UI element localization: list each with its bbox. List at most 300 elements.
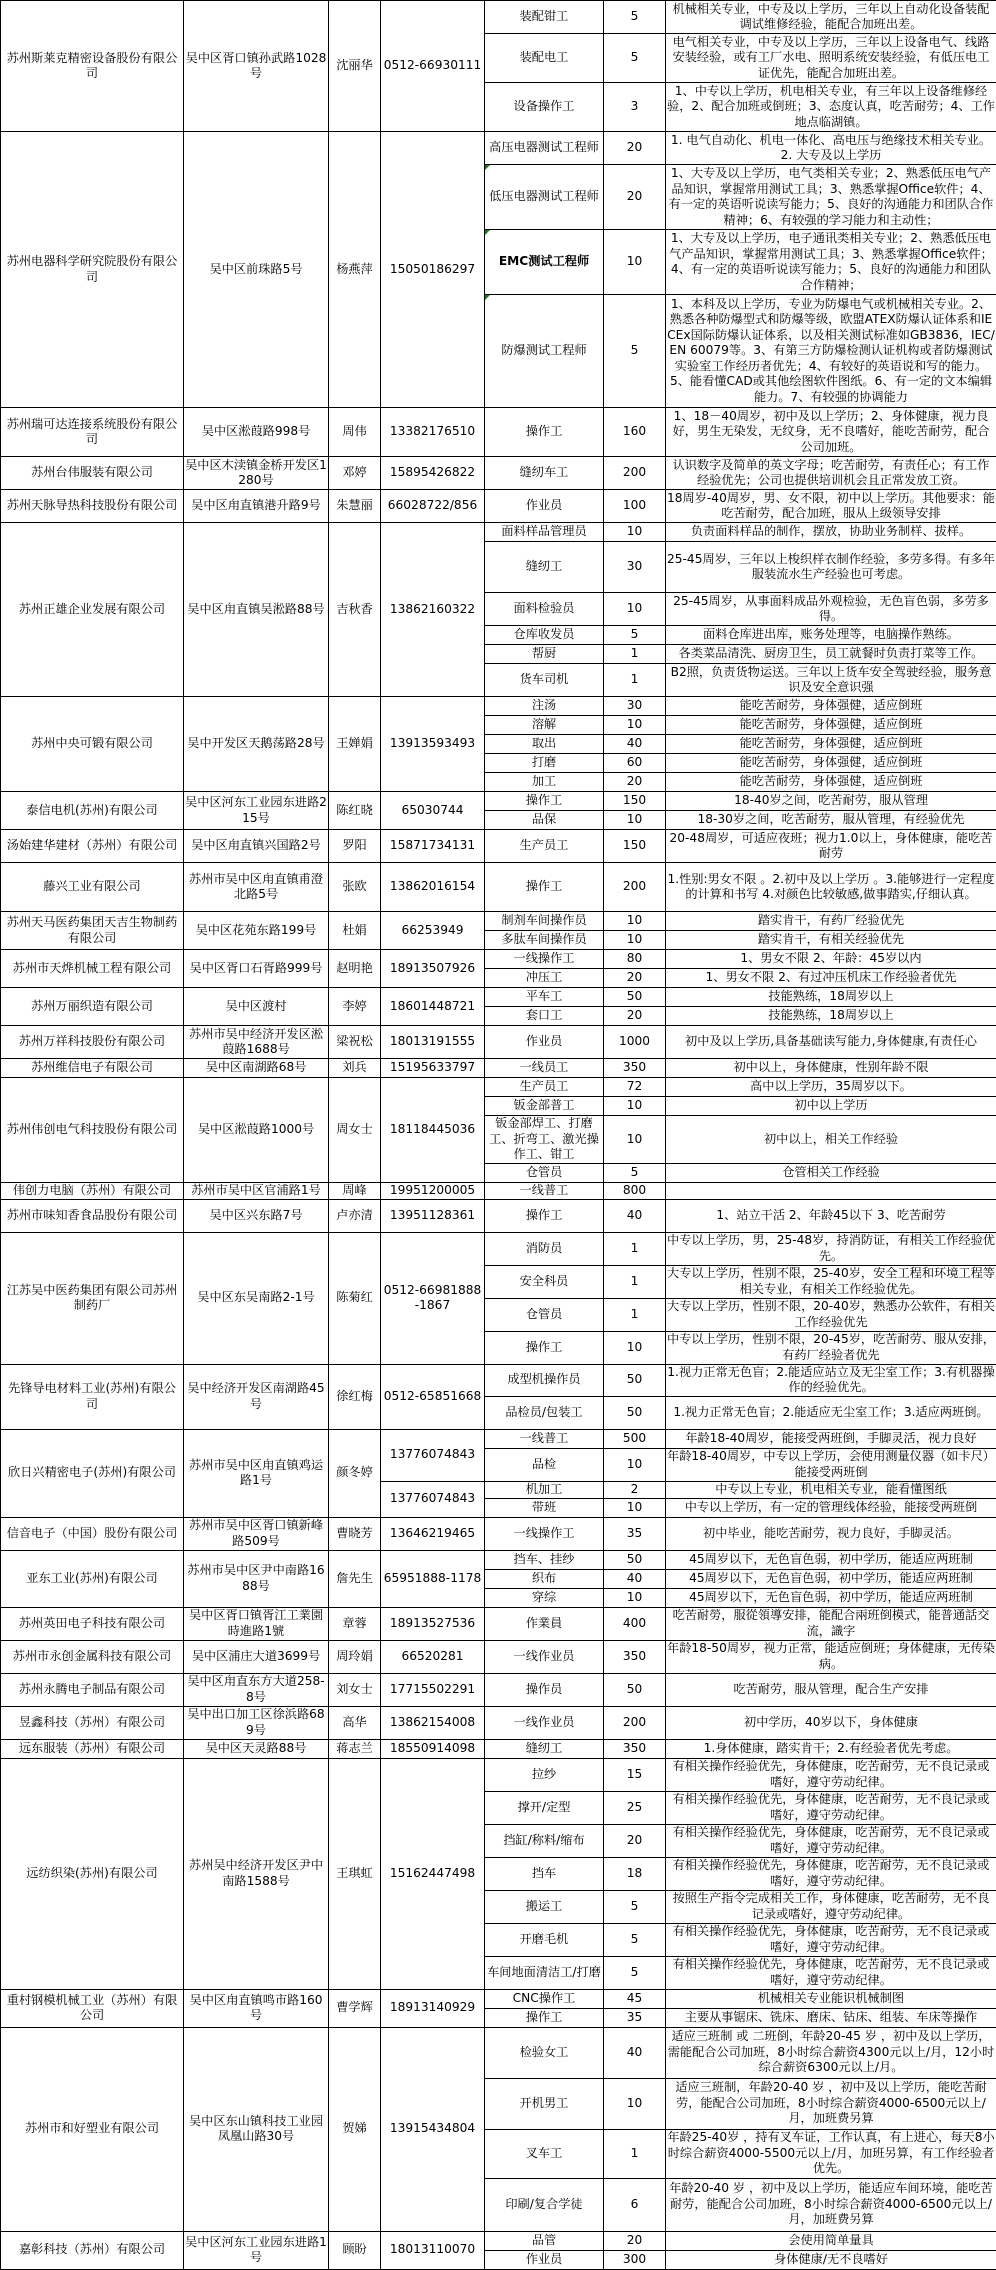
- contact-person: 杜娟: [329, 912, 381, 950]
- job-title: 加工: [485, 773, 604, 792]
- job-requirements: 1、男女不限 2、有过冲压机床工作经验者优先: [666, 969, 996, 988]
- job-title: 冲压工: [485, 969, 604, 988]
- job-headcount: 1: [604, 645, 666, 664]
- contact-phone: 15871734131: [381, 830, 485, 863]
- job-requirements: 技能熟练，18周岁以上: [666, 1007, 996, 1026]
- job-headcount: 1: [604, 664, 666, 697]
- job-title: 印刷/复合学徒: [485, 2178, 604, 2231]
- job-requirements: B2照，负责货物运送。三年以上货车安全驾驶经验，服务意识及安全意识强: [666, 664, 996, 697]
- contact-phone: 66028722/856: [381, 490, 485, 523]
- job-headcount: 20: [604, 2231, 666, 2250]
- job-title: 生产员工: [485, 830, 604, 863]
- contact-person: 吉秋香: [329, 523, 381, 697]
- company-name: 苏州永腾电子制品有限公司: [1, 1673, 184, 1706]
- contact-phone: 0512-66930111: [381, 1, 485, 132]
- job-requirements: 大专以上学历，性别不限，25-40岁，安全工程和环境工程等相关专业，有相关工作经验优先。: [666, 1265, 996, 1298]
- job-title: 低压电器测试工程师: [485, 165, 604, 230]
- job-headcount: 5: [604, 295, 666, 408]
- job-title: 作業員: [485, 1607, 604, 1640]
- job-headcount: 350: [604, 1739, 666, 1758]
- table-row: [1, 1989, 996, 2008]
- job-requirements: 能吃苦耐劳，身体强健，适应倒班: [666, 754, 996, 773]
- table-row: [1, 1758, 996, 1791]
- job-headcount: 50: [604, 988, 666, 1007]
- table-row: [1, 1026, 996, 1059]
- job-headcount: 40: [604, 735, 666, 754]
- job-headcount: 1: [604, 1232, 666, 1265]
- job-title: 一线普工: [485, 1429, 604, 1448]
- contact-phone: 18013110070: [381, 2231, 485, 2269]
- contact-person: 沈丽华: [329, 1, 381, 132]
- company-name: 苏州天马医药集团天吉生物制药有限公司: [1, 912, 184, 950]
- job-title: 一线作业员: [485, 1706, 604, 1739]
- job-title: 挡车、挂纱: [485, 1550, 604, 1569]
- contact-person: 徐红梅: [329, 1364, 381, 1429]
- job-title: 品检: [485, 1448, 604, 1481]
- company-name: 苏州市和好塑业有限公司: [1, 2027, 184, 2231]
- contact-phone: 13862154008: [381, 1706, 485, 1739]
- job-headcount: 500: [604, 1429, 666, 1448]
- contact-person: 曹学辉: [329, 1989, 381, 2027]
- contact-person: 陈菊红: [329, 1232, 381, 1364]
- company-address: 吴中出口加工区徐浜路689号: [184, 1706, 329, 1739]
- job-requirements: 18-40岁之间，吃苦耐劳，服从管理: [666, 792, 996, 811]
- contact-person: 颜冬婷: [329, 1429, 381, 1517]
- contact-person: 周玲娟: [329, 1640, 381, 1673]
- table-row: [1, 792, 996, 811]
- job-headcount: 25: [604, 1791, 666, 1824]
- job-headcount: 5: [604, 1163, 666, 1182]
- job-title: 操作工: [485, 1331, 604, 1364]
- job-requirements: 高中以上学历，35周岁以下。: [666, 1078, 996, 1097]
- company-address: 吴中区胥口镇胥江工業園時進路1號: [184, 1607, 329, 1640]
- job-title: 操作工: [485, 408, 604, 457]
- job-title: 设备操作工: [485, 83, 604, 132]
- contact-person: 周女士: [329, 1078, 381, 1183]
- contact-phone: 19951200005: [381, 1182, 485, 1199]
- job-headcount: 30: [604, 542, 666, 593]
- job-headcount: 40: [604, 2027, 666, 2078]
- company-address: 吴中区天灵路88号: [184, 1739, 329, 1758]
- company-name: 远东服装（苏州）有限公司: [1, 1739, 184, 1758]
- job-requirements: 吃苦耐劳，服从管理，配合生产安排: [666, 1673, 996, 1706]
- company-name: 泰信电机(苏州)有限公司: [1, 792, 184, 830]
- job-headcount: 160: [604, 408, 666, 457]
- contact-person: 周伟: [329, 408, 381, 457]
- job-title: 搬运工: [485, 1890, 604, 1923]
- table-row: [1, 1364, 996, 1396]
- contact-phone: 18013191555: [381, 1026, 485, 1059]
- job-title: 多肽车间操作员: [485, 931, 604, 950]
- table-row: [1, 490, 996, 523]
- contact-phone: 13913593493: [381, 697, 485, 792]
- job-title: 面料样品管理员: [485, 523, 604, 542]
- job-headcount: 5: [604, 1890, 666, 1923]
- job-headcount: 10: [604, 811, 666, 830]
- job-requirements: 初中以上学历: [666, 1097, 996, 1116]
- company-address: 苏州市吴中区甪直镇鸡运路1号: [184, 1429, 329, 1517]
- job-headcount: 350: [604, 1059, 666, 1078]
- job-title: 注汤: [485, 697, 604, 716]
- job-title: 机加工: [485, 1481, 604, 1498]
- job-headcount: 50: [604, 1396, 666, 1429]
- job-requirements: 身体健康/无不良嗜好: [666, 2250, 996, 2269]
- job-title: 操作员: [485, 1673, 604, 1706]
- contact-person: 高华: [329, 1706, 381, 1739]
- contact-person: 贺娣: [329, 2027, 381, 2231]
- job-title: 消防员: [485, 1232, 604, 1265]
- job-requirements: 年龄18-40周岁，中专以上学历，会使用测量仪器（如卡尺）能接受两班倒: [666, 1448, 996, 1481]
- job-title: 仓管员: [485, 1163, 604, 1182]
- job-requirements: 年龄18-40周岁，能接受两班倒，手脚灵活，视力良好: [666, 1429, 996, 1448]
- job-headcount: 800: [604, 1182, 666, 1199]
- company-name: 苏州电器科学研究院股份有限公司: [1, 132, 184, 408]
- table-row: [1, 1640, 996, 1673]
- job-headcount: 10: [604, 1588, 666, 1607]
- job-title: 作业员: [485, 490, 604, 523]
- contact-person: 王琪虹: [329, 1758, 381, 1989]
- job-requirements: 初中及以上学历,具备基础读写能力,身体健康,有责任心: [666, 1026, 996, 1059]
- job-requirements: 1.视力正常无色盲；2.能适应站立及无尘室工作；3.有机器操作的经验优先。: [666, 1364, 996, 1396]
- job-requirements: 有相关操作经验优先，身体健康，吃苦耐劳，无不良记录或嗜好，遵守劳动纪律。: [666, 1824, 996, 1857]
- company-name: 嘉彰科技（苏州）有限公司: [1, 2231, 184, 2269]
- job-title: 缝纫工: [485, 542, 604, 593]
- contact-person: 梁祝松: [329, 1026, 381, 1059]
- job-requirements: 会使用简单量具: [666, 2231, 996, 2250]
- job-headcount: 10: [604, 2078, 666, 2129]
- company-name: 苏州维信电子有限公司: [1, 1059, 184, 1078]
- job-requirements: 45周岁以下，无色盲色弱，初中学历，能适应两班制: [666, 1550, 996, 1569]
- job-requirements: 1.性别:男女不限 。2.初中及以上学历 。3.能够进行一定程度的计算和书写 4.对颜色比较敏感,做事踏实,仔细认真。: [666, 863, 996, 912]
- table-row: [1, 1182, 996, 1199]
- company-name: 重村钢模机械工业（苏州）有限公司: [1, 1989, 184, 2027]
- company-name: 昱鑫科技（苏州）有限公司: [1, 1706, 184, 1739]
- job-requirements: 认识数字及简单的英文字母；吃苦耐劳，有责任心；有工作经验优先；公司也提供培训机会且正常发放工资。: [666, 457, 996, 490]
- contact-person: 顾盼: [329, 2231, 381, 2269]
- job-headcount: 30: [604, 697, 666, 716]
- job-requirements: 25-45周岁，从事面料成品外观检验，无色盲色弱，多劳多得。: [666, 593, 996, 626]
- company-name: 苏州中央可锻有限公司: [1, 697, 184, 792]
- contact-person: 杨燕萍: [329, 132, 381, 408]
- company-address: 苏州市吴中区尹中南路1688号: [184, 1550, 329, 1607]
- company-name: 苏州万祥科技股份有限公司: [1, 1026, 184, 1059]
- contact-phone: 18913527536: [381, 1607, 485, 1640]
- job-title: 取出: [485, 735, 604, 754]
- company-address: 苏州吴中经济开发区尹中南路1588号: [184, 1758, 329, 1989]
- company-address: 吴中区淞葭路1000号: [184, 1078, 329, 1183]
- job-headcount: 35: [604, 2008, 666, 2027]
- table-row: [1, 523, 996, 542]
- company-name: 苏州英田电子科技有限公司: [1, 1607, 184, 1640]
- contact-person: 李婷: [329, 988, 381, 1026]
- job-requirements: 中专以上学历，有一定的管理线体经验，能接受两班倒: [666, 1498, 996, 1517]
- contact-phone: 13862160322: [381, 523, 485, 697]
- job-title: 挡车: [485, 1857, 604, 1890]
- company-name: 苏州瑞可达连接系统股份有限公司: [1, 408, 184, 457]
- company-name: 远纺织染(苏州)有限公司: [1, 1758, 184, 1989]
- job-requirements: 1、18－40周岁，初中及以上学历；2、身体健康，视力良好，男生无染发，无纹身，无不良嗜好，能吃苦耐劳，配合公司加班。: [666, 408, 996, 457]
- company-address: 吴中区甪直镇兴国路2号: [184, 830, 329, 863]
- job-requirements: 能吃苦耐劳，身体强健，适应倒班: [666, 697, 996, 716]
- contact-person: 罗阳: [329, 830, 381, 863]
- job-headcount: 20: [604, 132, 666, 165]
- contact-person: 周峰: [329, 1182, 381, 1199]
- table-row: [1, 1673, 996, 1706]
- job-headcount: 10: [604, 1448, 666, 1481]
- contact-phone: 18118445036: [381, 1078, 485, 1183]
- table-row: [1, 697, 996, 716]
- company-name: 苏州万丽织造有限公司: [1, 988, 184, 1026]
- job-title: 一线操作工: [485, 950, 604, 969]
- company-name: 伟创力电脑（苏州）有限公司: [1, 1182, 184, 1199]
- job-requirements: 初中以上，身体健康，性别年龄不限: [666, 1059, 996, 1078]
- job-title: CNC操作工: [485, 1989, 604, 2008]
- job-title: 溶解: [485, 716, 604, 735]
- company-address: 吴中区胥口石胥路999号: [184, 950, 329, 988]
- job-requirements: 电气相关专业，中专及以上学历，三年以上设备电气、线路安装经验，或有工厂水电、照明系统安装经验，有低压电工证优先，能配合加班出差。: [666, 34, 996, 83]
- job-requirements: 中专以上学历，性别不限，20-45岁，吃苦耐劳、服从安排，有药厂经验者优先: [666, 1331, 996, 1364]
- job-title: 开机男工: [485, 2078, 604, 2129]
- job-requirements: 机械相关专业能识机械制图: [666, 1989, 996, 2008]
- job-title: EMC测试工程师: [485, 230, 604, 295]
- job-headcount: 200: [604, 1706, 666, 1739]
- contact-phone: 13776074843: [381, 1481, 485, 1517]
- contact-person: 赵明艳: [329, 950, 381, 988]
- company-address: 吴中区前珠路5号: [184, 132, 329, 408]
- job-title: 品管: [485, 2231, 604, 2250]
- job-requirements: 适应三班制 或 二班倒，年龄20-45 岁 ，初中及以上学历，需能配合公司加班，8小时综合薪资4300元以上/月，12小时综合薪资6300元以上/月。: [666, 2027, 996, 2078]
- job-requirements: 20-48周岁，可适应夜班；视力1.0以上，身体健康，能吃苦耐劳: [666, 830, 996, 863]
- job-title: 一线员工: [485, 1059, 604, 1078]
- company-address: 吴中区甪直镇吴淞路88号: [184, 523, 329, 697]
- job-headcount: 10: [604, 1097, 666, 1116]
- contact-phone: 15895426822: [381, 457, 485, 490]
- job-headcount: 5: [604, 34, 666, 83]
- contact-phone: 13776074843: [381, 1429, 485, 1481]
- job-title: 织布: [485, 1569, 604, 1588]
- job-title: 安全科员: [485, 1265, 604, 1298]
- table-row: [1, 988, 996, 1007]
- job-requirements: 负责面料样品的制作，摆放，协助业务制样、拔样。: [666, 523, 996, 542]
- company-address: 吴中区河东工业园东进路1号: [184, 2231, 329, 2269]
- job-requirements: 主要从事锯床、铣床、磨床、钻床、组装、车床等操作: [666, 2008, 996, 2027]
- job-requirements: 1. 电气自动化、机电一体化、高电压与绝缘技术相关专业。2. 大专及以上学历: [666, 132, 996, 165]
- job-headcount: 20: [604, 165, 666, 230]
- job-headcount: 10: [604, 1498, 666, 1517]
- contact-phone: 13862016154: [381, 863, 485, 912]
- job-requirements: 1、站立干活 2、年龄45以下 3、吃苦耐劳: [666, 1199, 996, 1232]
- table-row: [1, 1739, 996, 1758]
- job-headcount: 10: [604, 716, 666, 735]
- job-requirements: 初中学历，40岁以下，身体健康: [666, 1706, 996, 1739]
- contact-phone: 0512-66981888-1867: [381, 1232, 485, 1364]
- job-headcount: 150: [604, 830, 666, 863]
- table-row: [1, 1550, 996, 1569]
- company-name: 先锋导电材料工业(苏州)有限公司: [1, 1364, 184, 1429]
- contact-phone: 66253949: [381, 912, 485, 950]
- job-requirements: 有相关操作经验优先，身体健康，吃苦耐劳，无不良记录或嗜好，遵守劳动纪律。: [666, 1791, 996, 1824]
- job-headcount: 10: [604, 523, 666, 542]
- job-requirements: 1、大专及以上学历，电气类相关专业；2、熟悉低压电气产品知识，掌握常用测试工具；3、熟悉掌握Office软件；4、有一定的英语听说读写能力；5、良好的沟通能力和团队合作精神；6、有较强的学习能力和主动性；: [666, 165, 996, 230]
- job-title: 拉纱: [485, 1758, 604, 1791]
- company-address: 吴中区东吴南路2-1号: [184, 1232, 329, 1364]
- job-headcount: 50: [604, 1364, 666, 1396]
- company-name: 藤兴工业有限公司: [1, 863, 184, 912]
- company-address: 吴中区淞葭路998号: [184, 408, 329, 457]
- job-headcount: 15: [604, 1758, 666, 1791]
- company-name: 苏州市味知香食品股份有限公司: [1, 1199, 184, 1232]
- job-headcount: 20: [604, 969, 666, 988]
- job-requirements: 1、中专以上学历，机电相关专业，有三年以上设备维修经验，2、配合加班或倒班；3、态度认真，吃苦耐劳；4、工作地点临湖镇。: [666, 83, 996, 132]
- company-name: 苏州市天烨机械工程有限公司: [1, 950, 184, 988]
- job-headcount: 45: [604, 1989, 666, 2008]
- job-headcount: 20: [604, 1007, 666, 1026]
- job-title: 缝纫车工: [485, 457, 604, 490]
- job-requirements: 45周岁以下，无色盲色弱，初中学历，能适应两班制: [666, 1569, 996, 1588]
- company-name: 苏州天脉导热科技股份有限公司: [1, 490, 184, 523]
- contact-person: 詹先生: [329, 1550, 381, 1607]
- job-headcount: 18: [604, 1857, 666, 1890]
- job-requirements: 18-30岁之间，吃苦耐劳，服从管理，有经验优先: [666, 811, 996, 830]
- job-title: 车间地面清洁工/打磨: [485, 1956, 604, 1989]
- job-requirements: 年龄18-50周岁，视力正常，能适应倒班；身体健康，无传染病。: [666, 1640, 996, 1673]
- company-name: 苏州斯莱克精密设备股份有限公司: [1, 1, 184, 132]
- job-title: 装配钳工: [485, 1, 604, 34]
- job-title: 操作工: [485, 863, 604, 912]
- job-requirements: 踏实肯干，有药厂经验优先: [666, 912, 996, 931]
- job-requirements: 有相关操作经验优先，身体健康，吃苦耐劳，无不良记录或嗜好，遵守劳动纪律。: [666, 1857, 996, 1890]
- company-address: 苏州市吴中区甪直镇甫澄北路5号: [184, 863, 329, 912]
- company-address: 吴中区木渎镇金桥开发区1280号: [184, 457, 329, 490]
- job-title: 装配电工: [485, 34, 604, 83]
- table-row: [1, 950, 996, 969]
- job-requirements: 中专以上学历，男，25-48岁，持消防证，有相关工作经验优先。: [666, 1232, 996, 1265]
- job-headcount: 10: [604, 230, 666, 295]
- job-title: 防爆测试工程师: [485, 295, 604, 408]
- job-title: 挡缸/称料/缩布: [485, 1824, 604, 1857]
- job-title: 仓库收发员: [485, 626, 604, 645]
- job-headcount: 80: [604, 950, 666, 969]
- job-requirements: [666, 1182, 996, 1199]
- company-address: 吴中经济开发区南湖路45号: [184, 1364, 329, 1429]
- contact-phone: 18913507926: [381, 950, 485, 988]
- contact-phone: 65951888-1178: [381, 1550, 485, 1607]
- table-row: [1, 1429, 996, 1448]
- job-headcount: 10: [604, 931, 666, 950]
- contact-phone: 18601448721: [381, 988, 485, 1026]
- job-headcount: 200: [604, 863, 666, 912]
- contact-person: 曹晓芳: [329, 1517, 381, 1550]
- job-title: 检验女工: [485, 2027, 604, 2078]
- contact-phone: 15050186297: [381, 132, 485, 408]
- job-headcount: 6: [604, 2178, 666, 2231]
- job-headcount: 1: [604, 1298, 666, 1331]
- job-headcount: 40: [604, 1569, 666, 1588]
- company-name: 江苏吴中医药集团有限公司苏州制药厂: [1, 1232, 184, 1364]
- table-row: [1, 912, 996, 931]
- table-row: [1, 1607, 996, 1640]
- company-address: 吴中区花苑东路199号: [184, 912, 329, 950]
- job-requirements: 年龄25-40岁 ，持有叉车证，工作认真，有上进心，每天8小时综合薪资4000-5500元以上/月，加班另算，有工作经验者优先。: [666, 2129, 996, 2178]
- job-headcount: 5: [604, 1956, 666, 1989]
- job-title: 钣金部焊工、打磨工、折弯工、激光操作工、钳工: [485, 1116, 604, 1164]
- table-row: [1, 408, 996, 457]
- job-title: 成型机操作员: [485, 1364, 604, 1396]
- job-headcount: 1: [604, 1265, 666, 1298]
- contact-phone: 13915434804: [381, 2027, 485, 2231]
- job-title: 带班: [485, 1498, 604, 1517]
- job-title: 一线操作工: [485, 1517, 604, 1550]
- job-title: 品保: [485, 811, 604, 830]
- company-address: 吴中区兴东路7号: [184, 1199, 329, 1232]
- job-requirements: 25-45周岁，三年以上梭织样衣制作经验，多劳多得。有多年服装流水生产经验也可考虑。: [666, 542, 996, 593]
- table-row: [1, 830, 996, 863]
- company-name: 欣日兴精密电子(苏州)有限公司: [1, 1429, 184, 1517]
- job-requirements: 有相关操作经验优先，身体健康，吃苦耐劳，无不良记录或嗜好，遵守劳动纪律。: [666, 1923, 996, 1956]
- job-title: 开磨毛机: [485, 1923, 604, 1956]
- job-headcount: 2: [604, 1481, 666, 1498]
- job-headcount: 10: [604, 593, 666, 626]
- job-headcount: 35: [604, 1517, 666, 1550]
- job-headcount: 10: [604, 1331, 666, 1364]
- company-name: 亚东工业(苏州)有限公司: [1, 1550, 184, 1607]
- job-requirements: 面料仓库进出库，账务处理等，电脑操作熟练。: [666, 626, 996, 645]
- table-row: [1, 1078, 996, 1097]
- job-title: 套口工: [485, 1007, 604, 1026]
- contact-person: 邓婷: [329, 457, 381, 490]
- company-address: 吴中区甪直镇港升路9号: [184, 490, 329, 523]
- job-title: 钣金部普工: [485, 1097, 604, 1116]
- company-address: 吴中区甪直镇鸣市路160号: [184, 1989, 329, 2027]
- job-title: 一线普工: [485, 1182, 604, 1199]
- job-title: 品检员/包装工: [485, 1396, 604, 1429]
- company-name: 苏州伟创电气科技股份有限公司: [1, 1078, 184, 1183]
- job-headcount: 20: [604, 1824, 666, 1857]
- contact-phone: 13951128361: [381, 1199, 485, 1232]
- job-headcount: 10: [604, 912, 666, 931]
- contact-phone: 18550914098: [381, 1739, 485, 1758]
- company-name: 苏州正雄企业发展有限公司: [1, 523, 184, 697]
- contact-person: 章蓉: [329, 1607, 381, 1640]
- job-requirements: 1.视力正常无色盲；2.能适应无尘室工作；3.适应两班倒。: [666, 1396, 996, 1429]
- contact-phone: 66520281: [381, 1640, 485, 1673]
- contact-phone: 13646219465: [381, 1517, 485, 1550]
- table-row: [1, 1199, 996, 1232]
- job-requirements: 1、大专及以上学历，电子通讯类相关专业；2、熟悉低压电气产品知识，掌握常用测试工具；3、熟悉掌握Office软件；4、有一定的英语听说读写能力；5、良好的沟通能力和团队合作精神；: [666, 230, 996, 295]
- job-requirements: 能吃苦耐劳，身体强健，适应倒班: [666, 735, 996, 754]
- company-address: 吴中区东山镇科技工业园凤凰山路30号: [184, 2027, 329, 2231]
- company-address: 吴中区渡村: [184, 988, 329, 1026]
- job-headcount: 5: [604, 1, 666, 34]
- job-headcount: 300: [604, 2250, 666, 2269]
- company-address: 苏州市吴中经济开发区淞葭路1688号: [184, 1026, 329, 1059]
- company-name: 汤始建华建材（苏州）有限公司: [1, 830, 184, 863]
- job-headcount: 150: [604, 792, 666, 811]
- job-requirements: 吃苦耐勞，服從領導安排，能配合兩班倒模式，能普通話交流，識字: [666, 1607, 996, 1640]
- job-headcount: 60: [604, 754, 666, 773]
- job-requirements: 机械相关专业，中专及以上学历，三年以上自动化设备装配调试维修经验，能配合加班出差。: [666, 1, 996, 34]
- company-name: 信音电子（中国）股份有限公司: [1, 1517, 184, 1550]
- contact-phone: 15162447498: [381, 1758, 485, 1989]
- contact-phone: 15195633797: [381, 1059, 485, 1078]
- job-headcount: 350: [604, 1640, 666, 1673]
- job-headcount: 3: [604, 83, 666, 132]
- table-row: [1, 1232, 996, 1265]
- table-row: [1, 132, 996, 165]
- table-row: [1, 1059, 996, 1078]
- job-headcount: 50: [604, 1550, 666, 1569]
- job-requirements: 大专以上学历，性别不限，20-40岁，熟悉办公软件，有相关工作经验优先: [666, 1298, 996, 1331]
